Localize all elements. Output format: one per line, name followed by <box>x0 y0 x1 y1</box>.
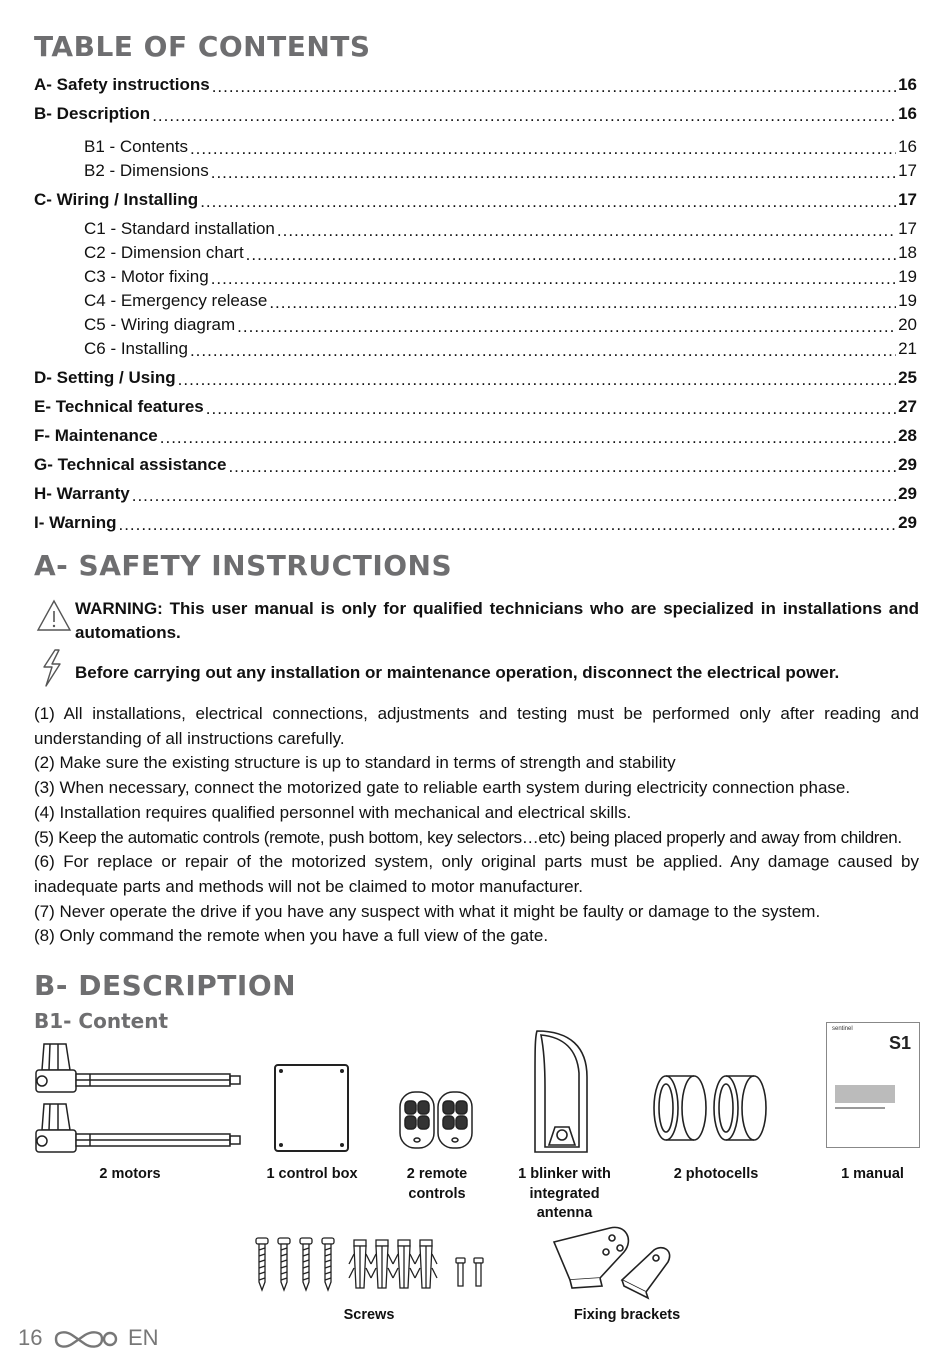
toc-leader-dots <box>206 400 896 417</box>
toc-leader-dots <box>246 246 896 263</box>
toc-leader-dots <box>269 294 896 311</box>
toc-entry <box>34 511 917 533</box>
toc-entry <box>84 289 917 311</box>
toc-entry-label: A- Safety instructions <box>34 75 210 94</box>
toc-entry-label: B- Description <box>34 104 151 123</box>
motors-caption: 2 motors <box>99 1166 161 1182</box>
manual-illustration <box>826 1022 920 1148</box>
toc-leader-dots <box>211 164 896 181</box>
toc-entry-label: H- Warranty <box>34 484 130 503</box>
screws-caption: Screws <box>343 1307 395 1323</box>
toc-entry-label: C3 - Motor fixing <box>84 267 209 286</box>
toc-leader-dots <box>190 342 896 359</box>
safety-item: (2) Make sure the existing structure is up to standard in terms of strength and stability <box>34 753 676 773</box>
power-notice <box>34 661 919 691</box>
toc-entry-label: C6 - Installing <box>84 339 188 358</box>
toc-entry <box>34 424 917 446</box>
toc-entry-label: G- Technical assistance <box>34 455 227 474</box>
toc-entry-page: 20 <box>898 315 917 334</box>
content-subheading: B1- Content <box>34 1009 169 1033</box>
power-text: Before carrying out any installation or maintenance operation, disconnect the electrical power. <box>75 663 840 682</box>
toc-entry-label: C- Wiring / Installing <box>34 190 199 209</box>
blinker-illustration <box>515 1027 615 1157</box>
toc-entry <box>34 395 917 417</box>
toc-entry <box>34 366 917 388</box>
toc-leader-dots <box>277 222 896 239</box>
warning-text: WARNING: This user manual is only for qualified technicians who are specialized in installations and automations. <box>75 599 919 642</box>
brackets-illustration <box>548 1222 693 1302</box>
toc-entry <box>84 265 917 287</box>
toc-entry-page: 29 <box>898 513 917 532</box>
manual-divider <box>835 1107 885 1109</box>
control-box-caption: 1 control box <box>266 1166 358 1182</box>
photocells-caption: 2 photocells <box>673 1166 759 1182</box>
manual-caption: 1 manual <box>841 1166 904 1182</box>
toc-entry-page: 16 <box>898 137 917 156</box>
toc-entry-label: B2 - Dimensions <box>84 161 209 180</box>
toc-title: TABLE OF CONTENTS <box>34 30 371 63</box>
safety-item: (8) Only command the remote when you have a full view of the gate. <box>34 926 549 946</box>
toc-entry-label: F- Maintenance <box>34 426 158 445</box>
remotes-illustration <box>396 1088 478 1152</box>
toc-entry-label: B1 - Contents <box>84 137 188 156</box>
toc-entry-label: C1 - Standard installation <box>84 219 275 238</box>
toc-entry <box>84 337 917 359</box>
safety-list <box>34 702 919 949</box>
toc-entry-page: 17 <box>898 190 917 209</box>
toc-entry-page: 25 <box>898 368 917 387</box>
toc-entry <box>34 453 917 475</box>
brackets-caption: Fixing brackets <box>573 1307 681 1323</box>
toc-leader-dots <box>160 429 896 446</box>
toc-leader-dots <box>190 140 896 157</box>
toc-entry-page: 17 <box>898 161 917 180</box>
language-label: EN <box>128 1325 159 1350</box>
toc-entry-page: 19 <box>898 291 917 310</box>
toc-entry-page: 16 <box>898 104 917 123</box>
warning-triangle-icon <box>36 599 72 633</box>
toc-entry <box>84 159 917 181</box>
safety-item: (1) All installations, electrical connections, adjustments and testing must be performed only after reading and understanding of all instructions carefully. <box>34 704 919 748</box>
toc-leader-dots <box>132 487 896 504</box>
toc-entry <box>34 188 917 210</box>
safety-item: (5) Keep the automatic controls (remote, push bottom, key selectors…etc) being placed properly and away from children. <box>34 827 902 847</box>
warning-notice <box>34 597 919 647</box>
safety-heading: A- SAFETY INSTRUCTIONS <box>34 549 453 582</box>
toc-leader-dots <box>211 270 896 287</box>
toc-entry-page: 18 <box>898 243 917 262</box>
safety-item: (6) For replace or repair of the motorized system, only original parts must be applied. Any damage caused by inadequate parts and methods will not be claimed to motor manufacturer. <box>34 852 919 896</box>
toc-entry-label: E- Technical features <box>34 397 204 416</box>
toc-entry-label: D- Setting / Using <box>34 368 176 387</box>
toc-entry-label: C5 - Wiring diagram <box>84 315 236 334</box>
toc-entry-page: 17 <box>898 219 917 238</box>
toc-entry-page: 19 <box>898 267 917 286</box>
toc-leader-dots <box>228 458 896 475</box>
safety-item: (3) When necessary, connect the motorized gate to reliable earth system during electricity connection phase. <box>34 778 851 798</box>
toc-entry <box>34 73 917 95</box>
toc-entry-label: C2 - Dimension chart <box>84 243 244 262</box>
toc-leader-dots <box>152 107 896 124</box>
toc-entry <box>34 482 917 504</box>
lightning-bolt-icon <box>38 649 66 687</box>
safety-item: (7) Never operate the drive if you have any suspect with what it might be faulty or damage to the system. <box>34 901 821 921</box>
toc-entry-label: C4 - Emergency release <box>84 291 268 310</box>
toc-entry <box>84 241 917 263</box>
screws-illustration <box>254 1234 494 1294</box>
toc-entry <box>84 217 917 239</box>
toc-leader-dots <box>237 318 896 335</box>
toc-entry-label: I- Warning <box>34 513 117 532</box>
toc-entry-page: 29 <box>898 455 917 474</box>
blinker-caption: 1 blinker with integrated antenna <box>518 1166 611 1221</box>
toc-entry-page: 27 <box>898 397 917 416</box>
toc-entry-page: 28 <box>898 426 917 445</box>
manual-model: S1 <box>889 1033 912 1053</box>
remotes-caption: 2 remote controls <box>406 1166 468 1202</box>
toc-leader-dots <box>118 516 896 533</box>
infinity-logo-icon <box>52 1327 118 1351</box>
toc-entry-page: 29 <box>898 484 917 503</box>
manual-brand: sentinel <box>832 1026 853 1032</box>
toc-entry-page: 16 <box>898 75 917 94</box>
motors-illustration <box>30 1040 245 1155</box>
manual-cover-image <box>835 1085 895 1103</box>
description-heading: B- DESCRIPTION <box>34 969 297 1002</box>
toc-entry-page: 21 <box>898 339 917 358</box>
safety-item: (4) Installation requires qualified personnel with mechanical and electrical skills. <box>34 802 632 822</box>
toc-leader-dots <box>178 371 896 388</box>
toc-leader-dots <box>212 78 896 95</box>
toc-entry <box>34 102 917 124</box>
toc-entry <box>84 135 917 157</box>
control-box-illustration <box>272 1062 352 1154</box>
toc-entry <box>84 313 917 335</box>
photocells-illustration <box>650 1070 774 1146</box>
toc-leader-dots <box>200 193 896 210</box>
page-number: 16 <box>18 1325 43 1350</box>
